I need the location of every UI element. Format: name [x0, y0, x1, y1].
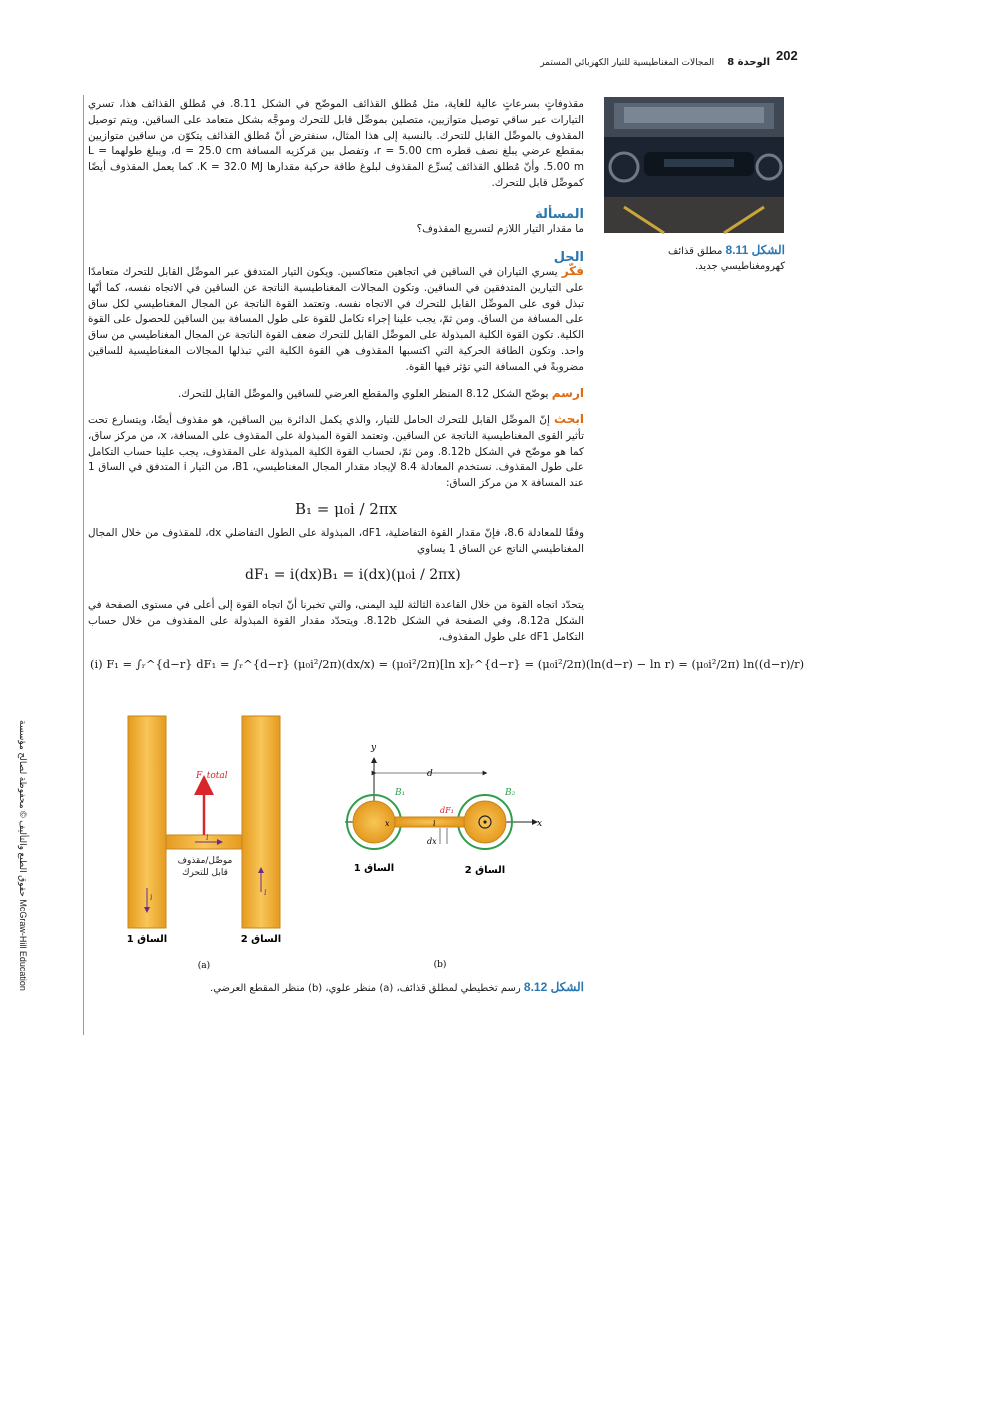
rail-2-label-b: الساق 2 [464, 865, 506, 876]
intro-paragraph: مقذوفاتٍ بسرعاتٍ عالية للغاية، مثل مُطلق القذائف الموضّح في الشكل 8.11. في مُطلق القذائف هذا، تسري التيارات عبر ساقي توصيل متوازيين، متصلين بموصِّل قابل للتحرك وموجَّه بشكل متعامد على الساقين. ويتم توصيل المقذوف بالموصِّل القابل للتحرك. بالنسبة إلى هذا المثال، سنفترض أنّ مُطلق القذائف يتكوّن من ساقين متوازيين بمقطع عرضي يبلغ نصف قطره r = 5.00 cm، وتفصل بين مَركزيه المسافة d = 25.0 cm، ويبلغ طولهما L = 5.00 m. وأنّ مُطلق القذائف يُسرِّع المقذوف لبلوغ طاقة حركية مقدارها K = 32.0 MJ. كما يعمل المقذوف أيضًا كموصِّل قابل للتحرك. [88, 98, 585, 189]
equation-f1-body: F₁ = ∫ᵣ^{d−r} dF₁ = ∫ᵣ^{d−r} (μ₀i²/2π)(dx/x) = (μ₀i²/2π)[ln x]ᵣ^{d−r} = (μ₀i²/2π)(ln(d−r) − ln r) = (μ₀i²/2π) ln((d−r)/r) [106, 657, 805, 671]
figure-8-12-text: رسم تخطيطي لمطلق قذائف، (a) منظر علوي، (b) منظر المقطع العرضي. [210, 983, 521, 994]
figure-8-12-caption [88, 980, 584, 994]
dx-label: dx [427, 837, 437, 846]
figure-8-12b [335, 740, 550, 970]
rail-1-label-a: الساق 1 [126, 934, 168, 945]
projectile-label: موصِّل/مقذوف قابل للتحرك [175, 855, 235, 879]
think-text: يسري التياران في الساقين في اتجاهين متعاكسين. ويكون التيار المتدفق عبر الموصِّل القابل للتحرك متعامدًا على التيارين المتدفقين في الساقين. وتكون المجالات المغناطيسية الناتجة عن الساقين في الاتجاه نفسه، كما أنّها تبذل قوى على الموصِّل القابل للتحرك في الاتجاه نفسه. وتعتمد القوة الناتجة عن المجال المغناطيسي لكل ساق على المسافة من الساق. ومن ثمّ، يجب علينا إجراء تكامل للقوة على طول المسافة بين الساقين للحصول على القوة الكلية. تكون القوة الكلية المبذولة على الموصِّل القابل للتحرك ضعف القوة الناتجة عن المجال المغناطيسي من ساق واحد. وتكون الطاقة الحركية التي اكتسبها المقذوف هي القوة الكلية التي تبذلها المجالات المغناطيسية للساقين مضروبةً في المسافة التي تؤثر فيها القوة. [88, 266, 584, 373]
research-label: ابحث [554, 412, 584, 426]
figure-8-11-text: مطلق قذائف كهرومغناطيسي جديد. [668, 246, 785, 272]
sketch-text: يوضّح الشكل 8.12 المنظر العلوي والمقطع العرضي للساقين والموصِّل القابل للتحرك. [177, 388, 549, 400]
figure-8-11-caption [630, 243, 785, 274]
problem-title: المسألة [535, 207, 584, 222]
copyright-sidebar [10, 720, 34, 1020]
x-axis-label: x [537, 819, 543, 829]
problem-heading [88, 203, 584, 222]
df1-label: dF₁ [440, 806, 454, 815]
force-label: F_total [196, 771, 228, 781]
b1-label: B₁ [395, 788, 406, 798]
figure-8-12a [110, 710, 310, 980]
after-eq2-paragraph: يتحدّد اتجاه القوة من خلال القاعدة الثالثة لليد اليمنى، والتي تخبرنا أنّ اتجاه القوة إلى أعلى في مستوى الصفحة في الشكل 8.12a، وفي الصفحة في الشكل 8.12b. ويتحدّد مقدار القوة المبذولة على المقذوف من خلال حساب التكامل dF1 على طول المقذوف، [88, 599, 585, 643]
projectile-section [395, 817, 464, 827]
rail-2-dot-center [483, 820, 486, 823]
railgun-photo [604, 97, 784, 233]
equation-b1: B₁ = μ₀i / 2πx [295, 500, 398, 518]
equation-f1 [90, 657, 805, 671]
y-axis-label: y [371, 743, 377, 753]
problem-text: ما مقدار التيار اللازم لتسريع المقذوف؟ [416, 223, 584, 235]
research-paragraph [88, 412, 584, 492]
sketch-label: ارسم [551, 386, 584, 400]
current-label-rail1: i [150, 893, 153, 902]
solution-heading [88, 246, 584, 265]
think-label: فكّر [561, 264, 584, 278]
sketch-paragraph [88, 386, 584, 403]
d-label: d [427, 769, 433, 779]
railgun-photo-art [604, 97, 784, 233]
current-label-b: i [433, 819, 436, 828]
chapter-title: المجالات المغناطيسية للتيار الكهربائي المستمر [540, 58, 715, 68]
x-marker-label: x [385, 819, 390, 828]
sublabel-a: (a) [197, 961, 211, 971]
rail-1-label-b: الساق 1 [353, 863, 395, 874]
equation-f1-number: (i) [90, 657, 103, 671]
page-number: 202 [776, 48, 798, 63]
running-header [500, 50, 770, 69]
solution-title: الحل [553, 250, 584, 265]
margin-rule [83, 95, 84, 1035]
equation-df1: dF₁ = i(dx)B₁ = i(dx)(μ₀i / 2πx) [245, 567, 461, 583]
figure-8-11-label: الشكل 8.11 [725, 243, 785, 257]
copyright-text: حقوق الطبع والتأليف © محفوظة لصالح مؤسسة McGraw-Hill Education [18, 720, 28, 991]
current-label-rail2: i [264, 888, 267, 897]
b2-label: B₂ [505, 788, 516, 798]
unit-label: الوحدة 8 [727, 57, 770, 68]
rail-2-label-a: الساق 2 [240, 934, 282, 945]
after-eq1-paragraph: وفقًا للمعادلة 8.6، فإنّ مقدار القوة التفاضلية، dF1، المبذولة على الطول التفاضلي dx، للمقذوف من خلال المجال المغناطيسي الناتج عن الساق 1 يساوي [88, 527, 584, 555]
rail-2-top [242, 716, 280, 928]
think-paragraph [88, 264, 584, 376]
research-text: إنّ الموصِّل القابل للتحرك الحامل للتيار، والذي يكمل الدائرة بين الساقين، هو مقذوف أيضًا، ويتسارع تحت تأثير القوى المغناطيسية الناتجة عن الساقين. وتعتمد القوة المبذولة على المقذوف على المسافة، x، من مركز ساق، كما هو موضّح في الشكل 8.12b. ومن ثمّ، لحساب القوة الكلية المبذولة على المقذوف، يجب علينا حساب التكامل على طول المقذوف. نستخدم المعادلة 8.4 لإيجاد مقدار المجال المغناطيسي، B1، من التيار i المتدفق في الساق 1 عند المسافة x من مركز الساق: [88, 414, 585, 490]
sublabel-b: (b) [433, 960, 447, 970]
current-label-projectile: i [206, 833, 209, 842]
figure-8-12-label: الشكل 8.12 [523, 980, 584, 994]
